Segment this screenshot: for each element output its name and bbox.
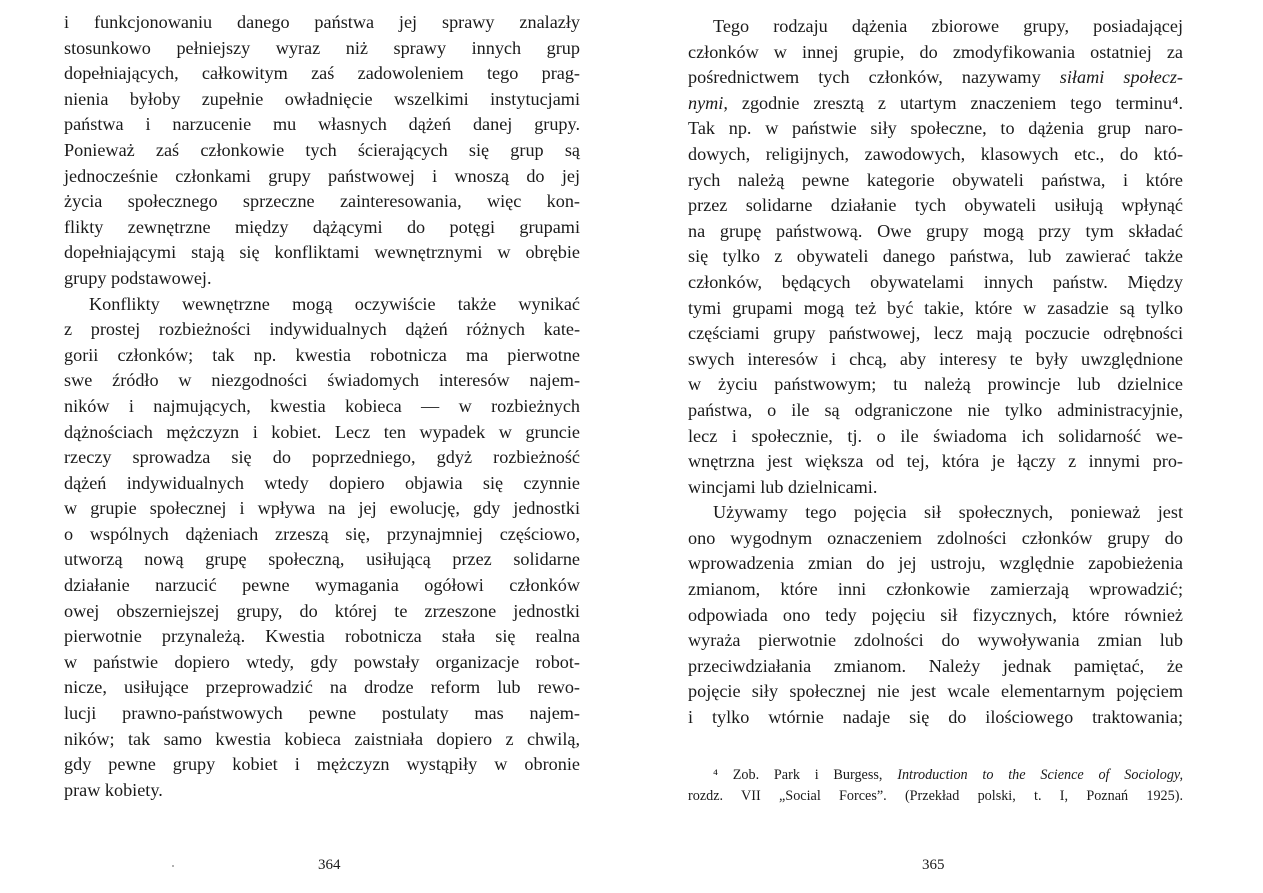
- text-line: wyraża pierwotnie zdolności do wywoływania zmian lub: [688, 630, 1183, 651]
- text-line: się tylko z obywateli danego państwa, lub zawierać także: [688, 246, 1183, 267]
- text-line: wprowadzenia zmian do jej ustroju, względnie zapobieżenia: [688, 553, 1183, 574]
- text-line: ników i najmujących, kwestia kobieca — w rozbieżnych: [64, 395, 580, 416]
- text-line: Tego rodzaju dążenia zbiorowe grupy, posiadającej: [713, 16, 1183, 36]
- text-line: w życiu państwowym; tu należą prowincje lub dzielnice: [688, 374, 1183, 395]
- right-page-body: [688, 14, 1183, 731]
- text-line: z prostej rozbieżności indywidualnych dążeń różnych kate-: [64, 319, 580, 340]
- text-line: Ponieważ zaś członkowie tych ścierających się grup są: [64, 139, 580, 160]
- text-line: rych należą pewne kategorie obywateli państwa, i które: [688, 169, 1183, 190]
- text-line: lucji prawno-państwowych pewne postulaty mas najem-: [64, 703, 580, 724]
- text-line: jednocześnie członkami grupy państwowej i wnoszą do jej: [64, 165, 580, 186]
- text-line: i tylko wtórnie nadaje się do ilościowego traktowania;: [688, 707, 1183, 728]
- text-line: częściami grupy państwowej, lecz mają poczucie odrębności: [688, 323, 1183, 344]
- text-line: Używamy tego pojęcia sił społecznych, ponieważ jest: [713, 502, 1183, 523]
- text-line: pojęcie siły społecznej nie jest wcale elementarnym pojęciem: [688, 681, 1183, 702]
- text-line: stosunkowo pełniejszy wyraz niż sprawy innych grup: [64, 37, 580, 58]
- text-line: flikty zewnętrzne między dążącymi do potęgi grupami: [64, 216, 580, 237]
- page-number: 364: [318, 857, 341, 873]
- text-line: członków w innej grupie, do zmodyfikowania ostatniej za: [688, 41, 1183, 62]
- scan-speck: [172, 865, 174, 867]
- right-page: [631, 0, 1263, 893]
- text-line: swe źródło w niezgodności świadomych interesów najem-: [64, 370, 580, 391]
- text-line: o wspólnych dążeniach zrzeszą się, przynajmniej częściowo,: [64, 523, 580, 544]
- text-line: Tak np. w państwie siły społeczne, to dążenia grup naro-: [688, 118, 1183, 139]
- text-line: dążeń indywidualnych wtedy dopiero objawia się czynnie: [64, 472, 580, 493]
- text-line: i funkcjonowaniu danego państwa jej sprawy znalazły: [64, 12, 580, 32]
- text-line: pierwotnie przynależą. Kwestia robotnicza stała się realna: [64, 626, 580, 647]
- text-line: zmianom, które inni członkowie zamierzają wprowadzić;: [688, 579, 1183, 600]
- text-line: Konflikty wewnętrzne mogą oczywiście także wynikać: [89, 293, 580, 314]
- text-line: owej obszerniejszej grupy, do której te zrzeszone jednostki: [64, 600, 580, 621]
- text-line: przez solidarne działanie tych obywateli usiłują wpłynąć: [688, 195, 1183, 216]
- text-line: utworzą nową grupę społeczną, usiłującą przez solidarne: [64, 549, 580, 570]
- text-line: wincjami lub dzielnicami.: [688, 476, 878, 497]
- text-line: rzeczy sprowadza się do poprzedniego, gdyż rozbieżność: [64, 447, 580, 468]
- text-line: gorii członków; tak np. kwestia robotnicza ma pierwotne: [64, 344, 580, 365]
- text-line: nienia byłoby zupełnie owładnięcie wszelkimi instytucjami: [64, 88, 580, 109]
- text-line: gdy pewne grupy kobiet i mężczyzn wystąpiły w obronie: [64, 754, 580, 775]
- text-line: ⁴ Zob. Park i Burgess, Introduction to the Science of Sociology,: [713, 766, 1183, 783]
- text-line: ono wygodnym oznaczeniem zdolności członków grupy do: [688, 527, 1183, 548]
- text-line: odpowiada ono tedy pojęciu sił fizycznych, które również: [688, 604, 1183, 625]
- text-line: tymi grupami mogą też być takie, które w zasadzie są tylko: [688, 297, 1183, 318]
- text-line: praw kobiety.: [64, 779, 163, 800]
- text-line: dopełniającymi stają się konfliktami wewnętrznymi w obrębie: [64, 242, 580, 263]
- left-page: [0, 0, 631, 893]
- text-line: dążnościach mężczyzn i kobiet. Lecz ten wypadek w gruncie: [64, 421, 580, 442]
- text-line: państwa, o ile są odgraniczone nie tylko administracyjnie,: [688, 399, 1183, 420]
- right-page-text: [688, 14, 1183, 807]
- page-number: 365: [922, 857, 945, 873]
- text-line: dowych, religijnych, zawodowych, klasowych etc., do któ-: [688, 143, 1183, 164]
- text-line: swych interesów i chcą, aby interesy te były uwzględnione: [688, 348, 1183, 369]
- text-line: w grupie społecznej i wpływa na jej ewolucję, gdy jednostki: [64, 498, 580, 519]
- text-line: lecz i społecznie, tj. o ile świadoma ich solidarność we-: [688, 425, 1183, 446]
- text-line: wnętrzna jest większa od tej, która je łączy z innymi pro-: [688, 451, 1183, 472]
- text-line: na grupę państwową. Owe grupy mogą przy tym składać: [688, 220, 1183, 241]
- text-line: nicze, usiłujące przeprowadzić na drodze reform lub rewo-: [64, 677, 580, 698]
- footnote: [688, 765, 1183, 807]
- text-line: nymi, zgodnie zresztą z utartym znaczeniem tego terminu⁴.: [688, 92, 1183, 113]
- text-line: w państwie dopiero wtedy, gdy powstały organizacje robot-: [64, 651, 580, 672]
- text-line: państwa i narzucenie mu własnych dążeń danej grupy.: [64, 114, 580, 135]
- text-line: działanie narzucić pewne wymagania ogółowi członków: [64, 575, 580, 596]
- left-page-text: [64, 10, 580, 803]
- text-line: życia społecznego sprzeczne zainteresowania, więc kon-: [64, 191, 580, 212]
- text-line: grupy podstawowej.: [64, 267, 212, 288]
- text-line: dopełniających, całkowitym zaś zadowoleniem tego prag-: [64, 63, 580, 84]
- text-line: rozdz. VII „Social Forces”. (Przekład polski, t. I, Poznań 1925).: [688, 787, 1183, 804]
- text-line: przeciwdziałania zmianom. Należy jednak pamiętać, że: [688, 655, 1183, 676]
- text-line: pośrednictwem tych członków, nazywamy siłami społecz-: [688, 67, 1183, 88]
- text-line: ników; tak samo kwestia kobieca zaistniała dopiero z chwilą,: [64, 728, 580, 749]
- text-line: członków, będących obywatelami innych państw. Między: [688, 271, 1183, 292]
